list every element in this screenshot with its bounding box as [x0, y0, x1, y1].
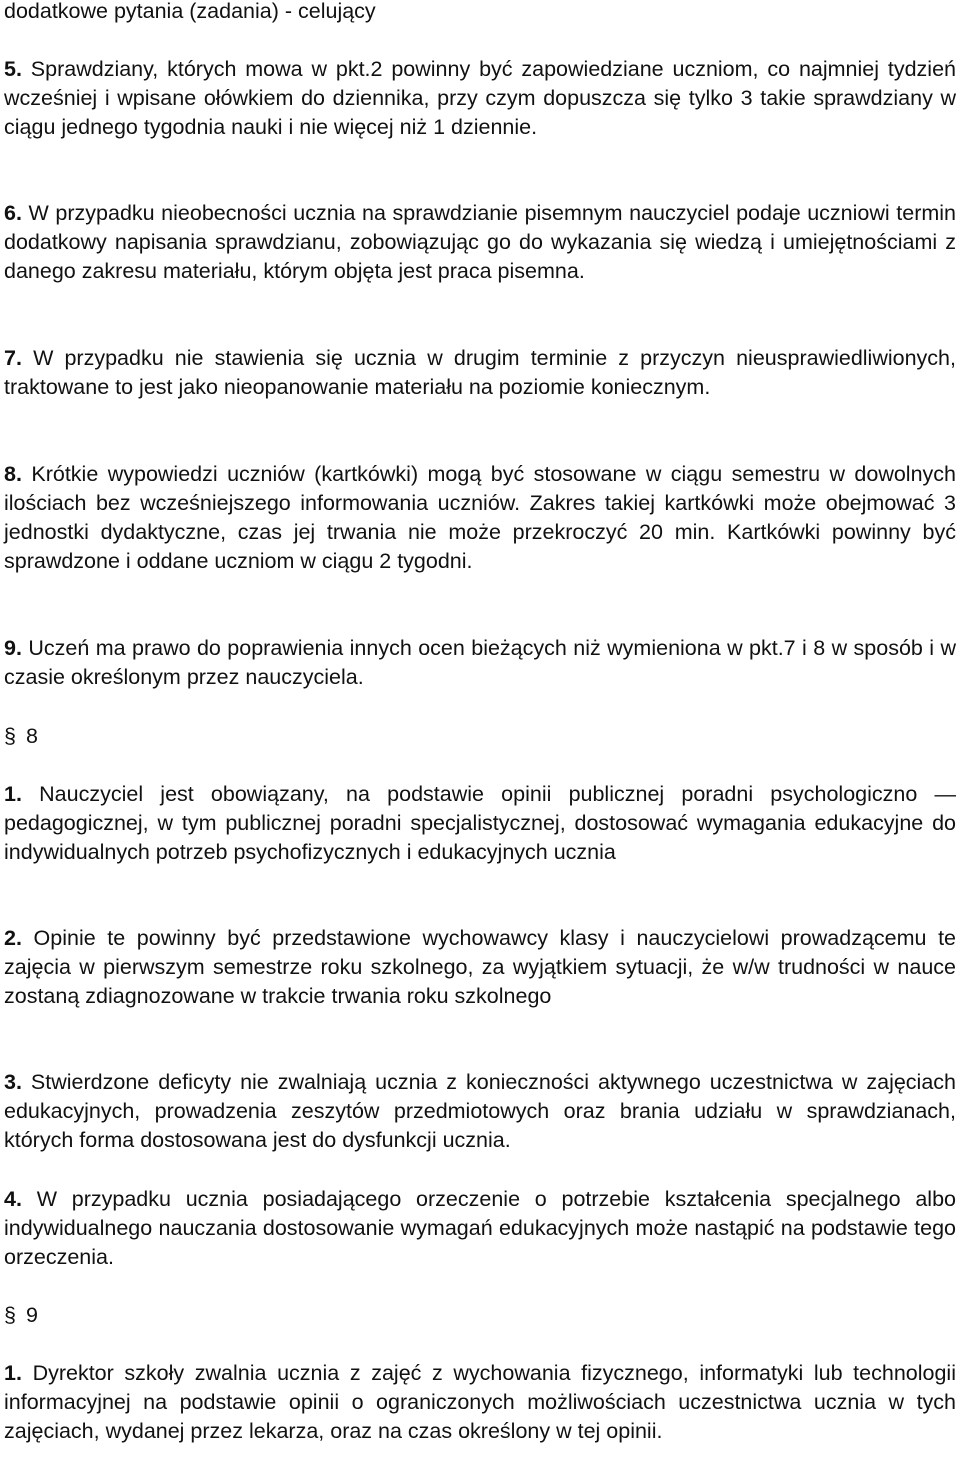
- paragraph-text: W przypadku nie stawienia się ucznia w drugim terminie z przyczyn nieusprawiedliwionych, traktowane to jest jako nieopanowanie materiału na poziomie koniecznym.: [4, 346, 956, 399]
- paragraph-number: 8.: [4, 462, 22, 486]
- paragraph-number: 9.: [4, 636, 22, 660]
- paragraph-number: 7.: [4, 346, 22, 370]
- paragraph-number: 5.: [4, 57, 22, 81]
- paragraph-text: W przypadku nieobecności ucznia na sprawdzianie pisemnym nauczyciel podaje uczniowi termin dodatkowy napisania sprawdzianu, zobowiązując go do wykazania się wiedzą i umiejętnościami z danego zakresu materiału, którym objęta jest praca pisemna.: [4, 201, 956, 283]
- section-symbol: §: [4, 1303, 16, 1327]
- section-8-point-2: [4, 924, 956, 1011]
- paragraph-8: [4, 460, 956, 576]
- paragraph-text: Nauczyciel jest obowiązany, na podstawie opinii publicznej poradni psychologiczno — pedagogicznej, w tym publicznej poradni specjalistycznej, dostosować wymagania edukacyjne do indywidualnych potrzeb psychofizycznych i edukacyjnych ucznia: [4, 782, 956, 864]
- section-heading-8: [4, 722, 38, 751]
- section-symbol: §: [4, 724, 16, 748]
- heading-line: dodatkowe pytania (zadania) - celujący: [4, 0, 376, 23]
- paragraph-number: 1.: [4, 782, 22, 806]
- section-8-point-3: [4, 1068, 956, 1155]
- section-8-point-4: [4, 1185, 956, 1272]
- section-number: 9: [25, 1303, 38, 1327]
- paragraph-text: Sprawdziany, których mowa w pkt.2 powinny być zapowiedziane uczniom, co najmniej tydzień wcześniej i wpisane ołówkiem do dziennika, przy czym dopuszcza się tylko 3 takie sprawdziany w ciągu jednego tygodnia nauki i nie więcej niż 1 dziennie.: [4, 57, 956, 139]
- section-9-point-1: [4, 1359, 956, 1446]
- paragraph-text: Dyrektor szkoły zwalnia ucznia z zajęć z wychowania fizycznego, informatyki lub technologii informacyjnej na podstawie opinii o ograniczonych możliwościach uczestnictwa ucznia w tych zajęciach, wydanej przez lekarza, oraz na czas określony w tej opinii.: [4, 1361, 956, 1443]
- paragraph-text: Uczeń ma prawo do poprawienia innych ocen bieżących niż wymieniona w pkt.7 i 8 w sposób i w czasie określonym przez nauczyciela.: [4, 636, 956, 689]
- paragraph-number: 6.: [4, 201, 22, 225]
- paragraph-text: Opinie te powinny być przedstawione wychowawcy klasy i nauczycielowi prowadzącemu te zajęcia w pierwszym semestrze roku szkolnego, za wyjątkiem sytuacji, że w/w trudności w nauce zostaną zdiagnozowane w trakcie trwania roku szkolnego: [4, 926, 956, 1008]
- paragraph-number: 1.: [4, 1361, 22, 1385]
- section-number: 8: [25, 724, 38, 748]
- paragraph-number: 2.: [4, 926, 22, 950]
- paragraph-number: 4.: [4, 1187, 22, 1211]
- paragraph-number: 3.: [4, 1070, 22, 1094]
- section-heading-9: [4, 1301, 38, 1330]
- paragraph-7: [4, 344, 956, 402]
- paragraph-6: [4, 199, 956, 286]
- paragraph-9: [4, 634, 956, 692]
- paragraph-text: Krótkie wypowiedzi uczniów (kartkówki) mogą być stosowane w ciągu semestru w dowolnych ilościach bez wcześniejszego informowania uczniów. Zakres takiej kartkówki może obejmować 3 jednostki dydaktyczne, czas jej trwania nie może przekroczyć 20 min. Kartkówki powinny być sprawdzone i oddane uczniom w ciągu 2 tygodni.: [4, 462, 956, 573]
- paragraph-text: Stwierdzone deficyty nie zwalniają ucznia z konieczności aktywnego uczestnictwa w zajęciach edukacyjnych, prowadzenia zeszytów przedmiotowych oraz brania udziału w sprawdzianach, których forma dostosowana jest do dysfunkcji ucznia.: [4, 1070, 956, 1152]
- paragraph-text: W przypadku ucznia posiadającego orzeczenie o potrzebie kształcenia specjalnego albo indywidualnego nauczania dostosowanie wymagań edukacyjnych może nastąpić na podstawie tego orzeczenia.: [4, 1187, 956, 1269]
- section-8-point-1: [4, 780, 956, 867]
- paragraph-5: [4, 55, 956, 142]
